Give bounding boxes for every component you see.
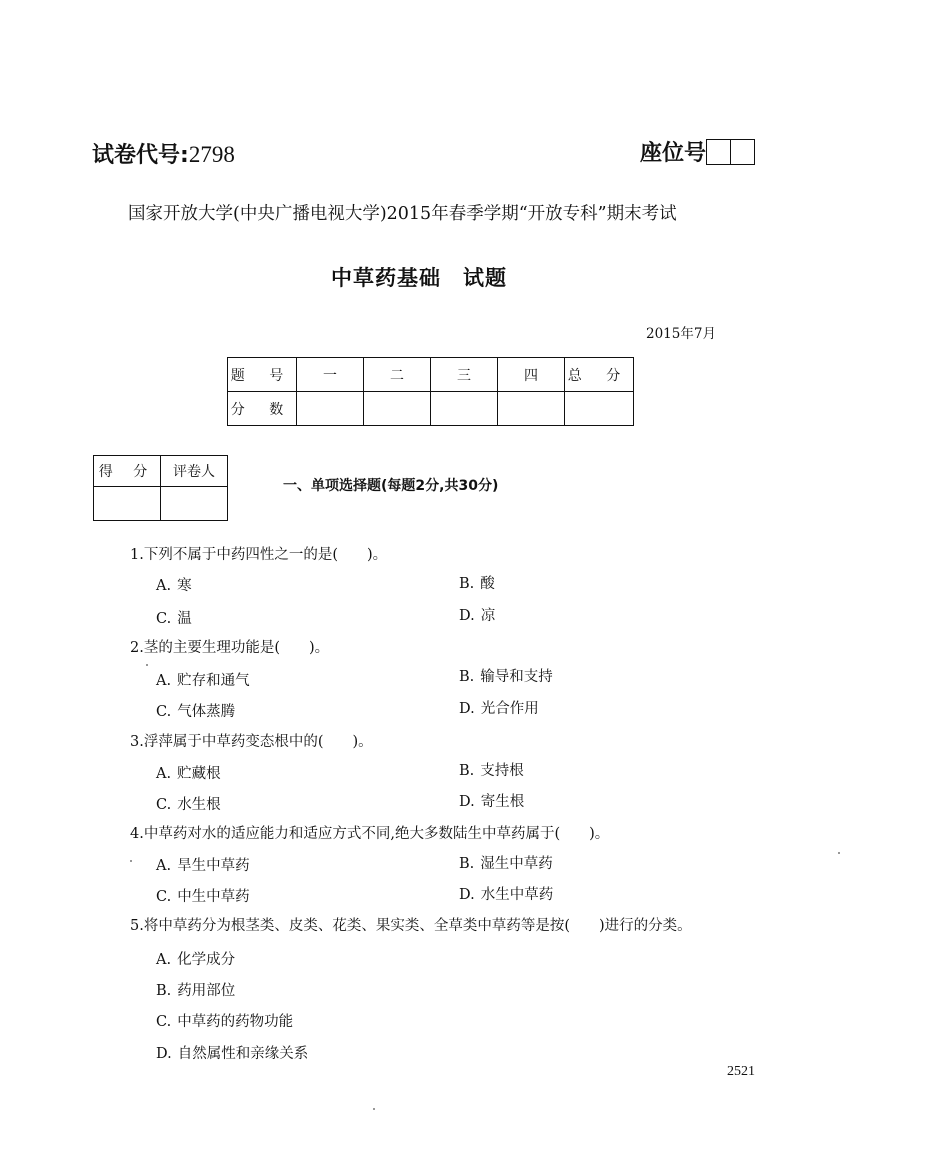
exam-date: 2015年7月 bbox=[646, 326, 716, 342]
seat-number-label: 座位号 bbox=[640, 141, 707, 166]
score-table-row-label: 分 数 bbox=[228, 392, 297, 426]
scan-speck bbox=[146, 664, 148, 666]
score-cell-1 bbox=[297, 392, 364, 426]
question-option: A. 贮藏根 bbox=[156, 766, 221, 782]
question-stem: 1.下列不属于中药四性之一的是( )。 bbox=[130, 547, 388, 563]
question-option: D. 水生中草药 bbox=[459, 887, 554, 903]
grader-table bbox=[93, 455, 228, 521]
seat-number bbox=[640, 136, 755, 167]
exam-code-label: 试卷代号: bbox=[92, 143, 189, 168]
score-cell-2 bbox=[364, 392, 431, 426]
question-option: B. 湿生中草药 bbox=[459, 856, 553, 872]
scan-speck bbox=[373, 1108, 375, 1110]
question-option: C. 温 bbox=[156, 611, 192, 627]
question-option: C. 气体蒸腾 bbox=[156, 704, 236, 720]
grader-table-score-header: 得 分 bbox=[94, 456, 161, 487]
question-stem: 5.将中草药分为根茎类、皮类、花类、果实类、全草类中草药等是按( )进行的分类。 bbox=[130, 918, 692, 934]
score-table-header-3: 三 bbox=[431, 358, 498, 392]
question-option: B. 支持根 bbox=[459, 763, 524, 779]
seat-box-2 bbox=[731, 139, 755, 165]
question-option: C. 中生中草药 bbox=[156, 889, 250, 905]
score-cell-4 bbox=[498, 392, 565, 426]
seat-box-1 bbox=[706, 139, 731, 165]
question-stem: 3.浮萍属于中草药变态根中的( )。 bbox=[130, 734, 373, 750]
score-cell-3 bbox=[431, 392, 498, 426]
institution-line: 国家开放大学(中央广播电视大学)2015年春季学期“开放专科”期末考试 bbox=[128, 204, 677, 224]
score-table bbox=[227, 357, 634, 426]
exam-code-number: 2798 bbox=[188, 142, 235, 167]
question-option: B. 酸 bbox=[459, 576, 495, 592]
score-table-header-2: 二 bbox=[364, 358, 431, 392]
question-option: A. 寒 bbox=[156, 578, 192, 594]
question-option: D. 光合作用 bbox=[459, 701, 539, 717]
page-number: 2521 bbox=[727, 1064, 755, 1079]
question-option: D. 寄生根 bbox=[459, 794, 525, 810]
question-option: C. 水生根 bbox=[156, 797, 221, 813]
grader-table-grader-header: 评卷人 bbox=[161, 456, 228, 487]
section-title: 一、单项选择题(每题2分,共30分) bbox=[283, 478, 499, 494]
grader-name-cell bbox=[161, 487, 228, 521]
question-option: A. 化学成分 bbox=[156, 952, 236, 968]
question-option: B. 输导和支持 bbox=[459, 669, 553, 685]
scan-speck bbox=[130, 860, 132, 862]
exam-title: 中草药基础 试题 bbox=[331, 266, 507, 290]
score-table-header-4: 四 bbox=[498, 358, 565, 392]
scan-speck bbox=[838, 852, 840, 854]
question-option: A. 贮存和通气 bbox=[156, 673, 250, 689]
question-stem: 2.茎的主要生理功能是( )。 bbox=[130, 640, 330, 656]
score-table-header-total: 总 分 bbox=[565, 358, 634, 392]
question-option: D. 凉 bbox=[459, 608, 496, 624]
question-option: A. 旱生中草药 bbox=[156, 858, 250, 874]
question-stem: 4.中草药对水的适应能力和适应方式不同,绝大多数陆生中草药属于( )。 bbox=[130, 826, 610, 842]
question-option: D. 自然属性和亲缘关系 bbox=[156, 1046, 309, 1062]
question-option: C. 中草药的药物功能 bbox=[156, 1014, 294, 1030]
grader-score-cell bbox=[94, 487, 161, 521]
score-table-header-label: 题 号 bbox=[228, 358, 297, 392]
question-option: B. 药用部位 bbox=[156, 983, 236, 999]
exam-code bbox=[92, 138, 235, 169]
score-cell-total bbox=[565, 392, 634, 426]
score-table-header-1: 一 bbox=[297, 358, 364, 392]
